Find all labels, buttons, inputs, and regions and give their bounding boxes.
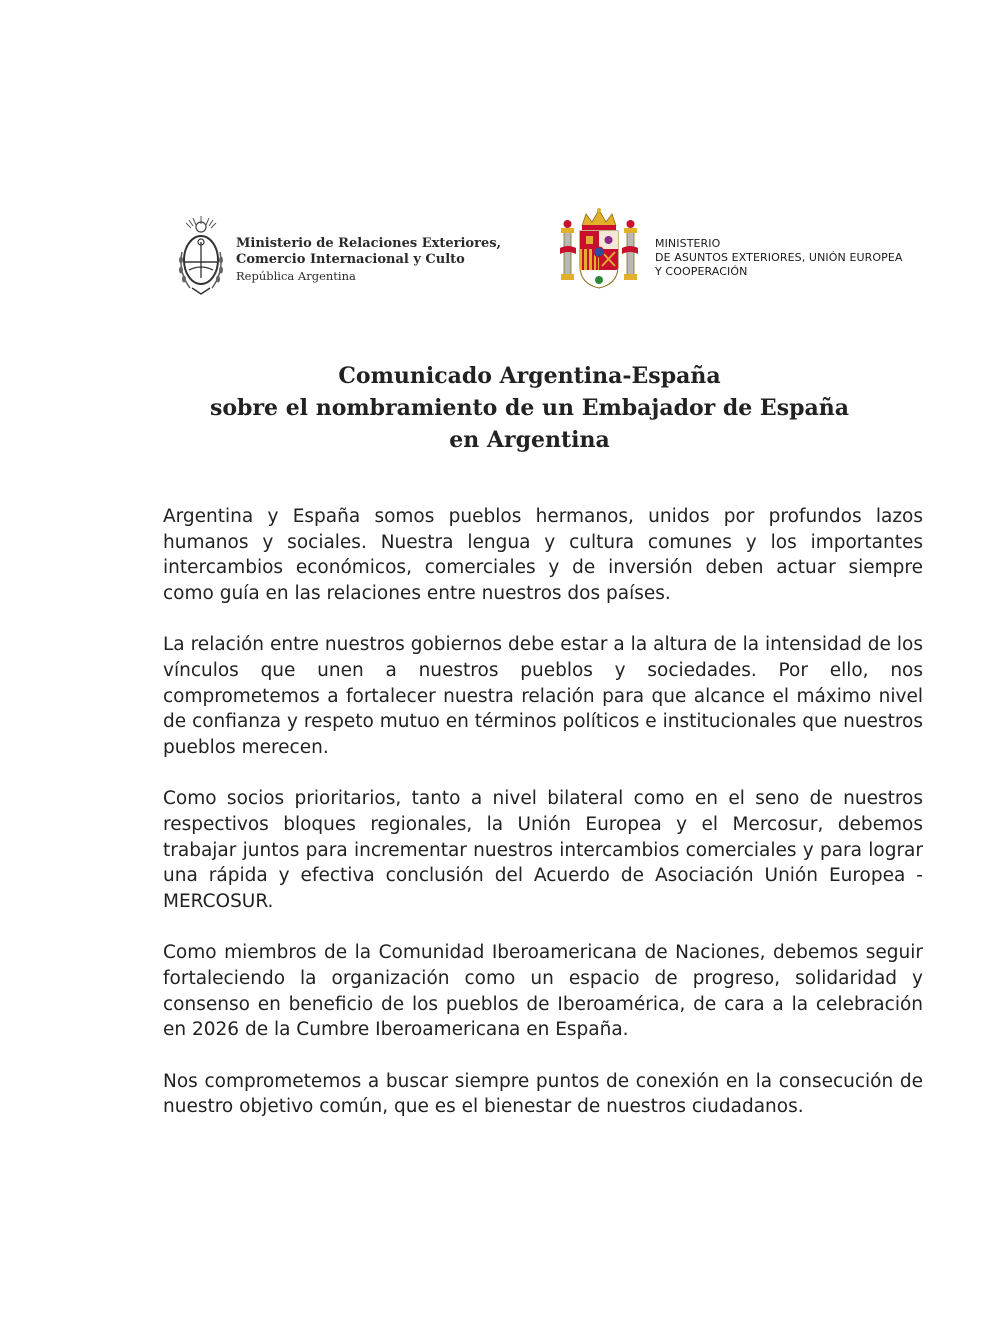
spain-coat-of-arms-icon bbox=[560, 208, 638, 290]
paragraph-3: Como socios prioritarios, tanto a nivel bilateral como en el seno de nuestros respectivos bloques regionales, la Unión Europea y el Mercosur, debemos trabajar juntos para incrementar nuestros intercambios comerciales y para lograr una rápida y efectiva conclusión del Acuerdo de Asociación Unión Europea - MERCOSUR. bbox=[163, 788, 923, 912]
spain-ministry-line3: Y COOPERACIÓN bbox=[655, 265, 748, 278]
title-line2: sobre el nombramiento de un Embajador de España bbox=[210, 395, 849, 421]
spain-ministry-name bbox=[655, 237, 903, 279]
spain-ministry-header bbox=[560, 208, 940, 294]
title-line1: Comunicado Argentina-España bbox=[338, 363, 721, 389]
argentina-coat-of-arms-icon bbox=[176, 212, 226, 298]
paragraph-5: Nos comprometemos a buscar siempre puntos de conexión en la consecución de nuestro objetivo común, que es el bienestar de nuestros ciudadanos. bbox=[163, 1070, 923, 1118]
argentina-ministry-line1: Ministerio de Relaciones Exteriores, bbox=[236, 236, 502, 251]
document-title bbox=[0, 360, 992, 456]
spain-ministry-line1: MINISTERIO bbox=[655, 237, 721, 250]
spain-ministry-line2: DE ASUNTOS EXTERIORES, UNIÓN EUROPEA bbox=[655, 251, 903, 264]
argentina-ministry-header bbox=[176, 212, 506, 298]
document-body bbox=[163, 504, 923, 1146]
paragraph-4: Como miembros de la Comunidad Iberoamericana de Naciones, debemos seguir fortaleciendo la organización como un espacio de progreso, solidaridad y consenso en beneficio de los pueblos de Iberoamérica, de cara a la celebración en 2026 de la Cumbre Iberoamericana en España. bbox=[163, 942, 923, 1041]
paragraph-1: Argentina y España somos pueblos hermanos, unidos por profundos lazos humanos y sociales. Nuestra lengua y cultura comunes y los importantes intercambios económicos, comerciales y de inversión deben actuar siempre como guía en las relaciones entre nuestros dos países. bbox=[163, 506, 923, 604]
argentina-ministry-line2: Comercio Internacional y Culto bbox=[236, 252, 465, 267]
argentina-country: República Argentina bbox=[236, 269, 356, 283]
title-line3: en Argentina bbox=[449, 427, 610, 453]
paragraph-2: La relación entre nuestros gobiernos debe estar a la altura de la intensidad de los vínculos que unen a nuestros pueblos y sociedades. Por ello, nos comprometemos a fortalecer nuestra relación para que alcance el máximo nivel de confianza y respeto mutuo en términos políticos e institucionales que nuestros pueblos merecen. bbox=[163, 634, 923, 758]
argentina-ministry-name bbox=[236, 236, 501, 285]
